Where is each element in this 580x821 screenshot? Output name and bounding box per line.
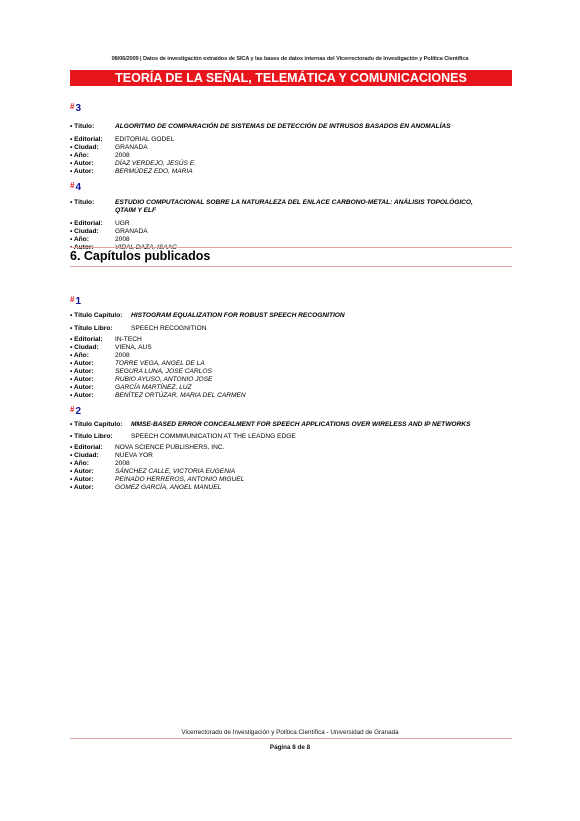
title-label: • Título:: [70, 123, 95, 130]
author-name: SÁNCHEZ CALLE, VICTORIA EUGENIA: [115, 468, 236, 475]
footer-organization: Vicerrectorado de Investigación y Política Científica - Universidad de Granada: [181, 729, 399, 736]
author-label: • Autor:: [70, 376, 94, 383]
author-label: • Autor:: [70, 392, 94, 399]
record-number-value: 1: [75, 296, 82, 307]
record-number-value: 4: [75, 182, 82, 193]
year-label: • Año:: [70, 460, 89, 467]
author-name: PEINADO HERREROS, ANTONIO MIGUEL: [115, 476, 245, 483]
hash-mark: #: [70, 181, 75, 190]
title-label: • Título:: [70, 199, 95, 206]
city-label: • Ciudad:: [70, 228, 99, 235]
editorial-value: UGR: [115, 220, 130, 227]
city-label: • Ciudad:: [70, 452, 99, 459]
city-value: VIENA, AUS: [115, 344, 152, 351]
book-title-label: • Título Libro:: [70, 433, 113, 440]
record-title: ESTUDIO COMPUTACIONAL SOBRE LA NATURALEZA DEL ENLACE CARBONO-METAL: ANÁLISIS TOPOLÓGICO, QTAIM Y ELF: [115, 199, 473, 214]
record-number-value: 3: [75, 103, 82, 114]
page-header-text: 08/06/2009 | Datos de investigación extraídos de SICA y las bases de datos internas del Vicerrectorado de Investigación y Política Científica: [111, 56, 469, 62]
city-value: NUEVA YOR: [115, 452, 153, 459]
record-number: [70, 103, 81, 114]
author-label: • Autor:: [70, 468, 94, 475]
footer-divider: [70, 738, 512, 739]
section-divider-top: [70, 247, 512, 248]
author-label: • Autor:: [70, 476, 94, 483]
year-label: • Año:: [70, 152, 89, 159]
author-name: GARCÍA MARTÍNEZ, LUZ: [115, 384, 192, 391]
year-label: • Año:: [70, 236, 89, 243]
author-label: • Autor:: [70, 168, 94, 175]
page-number: Página 8 de 8: [269, 744, 311, 751]
city-label: • Ciudad:: [70, 144, 99, 151]
year-value: 2008: [115, 236, 130, 243]
hash-mark: #: [70, 295, 75, 304]
author-label: • Autor:: [70, 360, 94, 367]
record-number: [70, 296, 81, 307]
city-value: GRANADA: [115, 144, 148, 151]
author-name: DÍAZ VERDEJO, JESÚS E.: [115, 160, 196, 167]
author-label: • Autor:: [70, 484, 94, 491]
record-number: [70, 182, 81, 193]
section-title: 6. Capítulos publicados: [70, 249, 211, 263]
author-name: GOMEZ GARCÍA, ANGEL MANUEL: [115, 484, 222, 491]
chapter-title: HISTOGRAM EQUALIZATION FOR ROBUST SPEECH RECOGNITION: [131, 312, 345, 319]
record-number: [70, 406, 81, 417]
book-title: SPEECH RECOGNITION: [131, 325, 207, 332]
chapter-title: MMSE-BASED ERROR CONCEALMENT FOR SPEECH APPLICATIONS OVER WIRELESS AND IP NETWORKS: [131, 421, 471, 428]
hash-mark: #: [70, 405, 75, 414]
editorial-value: EDITORIAL GODEL: [115, 136, 175, 143]
area-banner: TEORÍA DE LA SEÑAL, TELEMÁTICA Y COMUNICACIONES: [70, 70, 512, 86]
section-divider-bottom: [70, 266, 512, 267]
year-value: 2008: [115, 152, 130, 159]
author-name: RUBIO AYUSO, ANTONIO JOSE: [115, 376, 213, 383]
author-name: TORRE VEGA, ANGEL DE LA: [115, 360, 205, 367]
author-label: • Autor:: [70, 160, 94, 167]
record-title: ALGORITMO DE COMPARACIÓN DE SISTEMAS DE DETECCIÓN DE INTRUSOS BASADOS EN ANOMALÍAS: [115, 123, 451, 130]
editorial-label: • Editorial:: [70, 220, 103, 227]
editorial-label: • Editorial:: [70, 336, 103, 343]
hash-mark: #: [70, 102, 75, 111]
year-label: • Año:: [70, 352, 89, 359]
editorial-label: • Editorial:: [70, 444, 103, 451]
year-value: 2008: [115, 352, 130, 359]
editorial-value: IN-TECH: [115, 336, 142, 343]
city-label: • Ciudad:: [70, 344, 99, 351]
book-title: SPEECH COMMMUNICATION AT THE LEADNG EDGE: [131, 433, 296, 440]
chapter-title-label: • Título Capítulo:: [70, 421, 123, 428]
book-title-label: • Título Libro:: [70, 325, 113, 332]
author-name: SEGURA LUNA, JOSE CARLOS: [115, 368, 212, 375]
author-name: BENÍTEZ ORTÚZAR, MARIA DEL CARMEN: [115, 392, 246, 399]
author-label: • Autor:: [70, 368, 94, 375]
author-label: • Autor:: [70, 384, 94, 391]
city-value: GRANADA: [115, 228, 148, 235]
author-name: BERMÚDEZ EDO, MARIA: [115, 168, 193, 175]
record-number-value: 2: [75, 406, 82, 417]
chapter-title-label: • Título Capítulo:: [70, 312, 123, 319]
editorial-value: NOVA SCIENCE PUBLISHERS, INC.: [115, 444, 225, 451]
editorial-label: • Editorial:: [70, 136, 103, 143]
year-value: 2008: [115, 460, 130, 467]
